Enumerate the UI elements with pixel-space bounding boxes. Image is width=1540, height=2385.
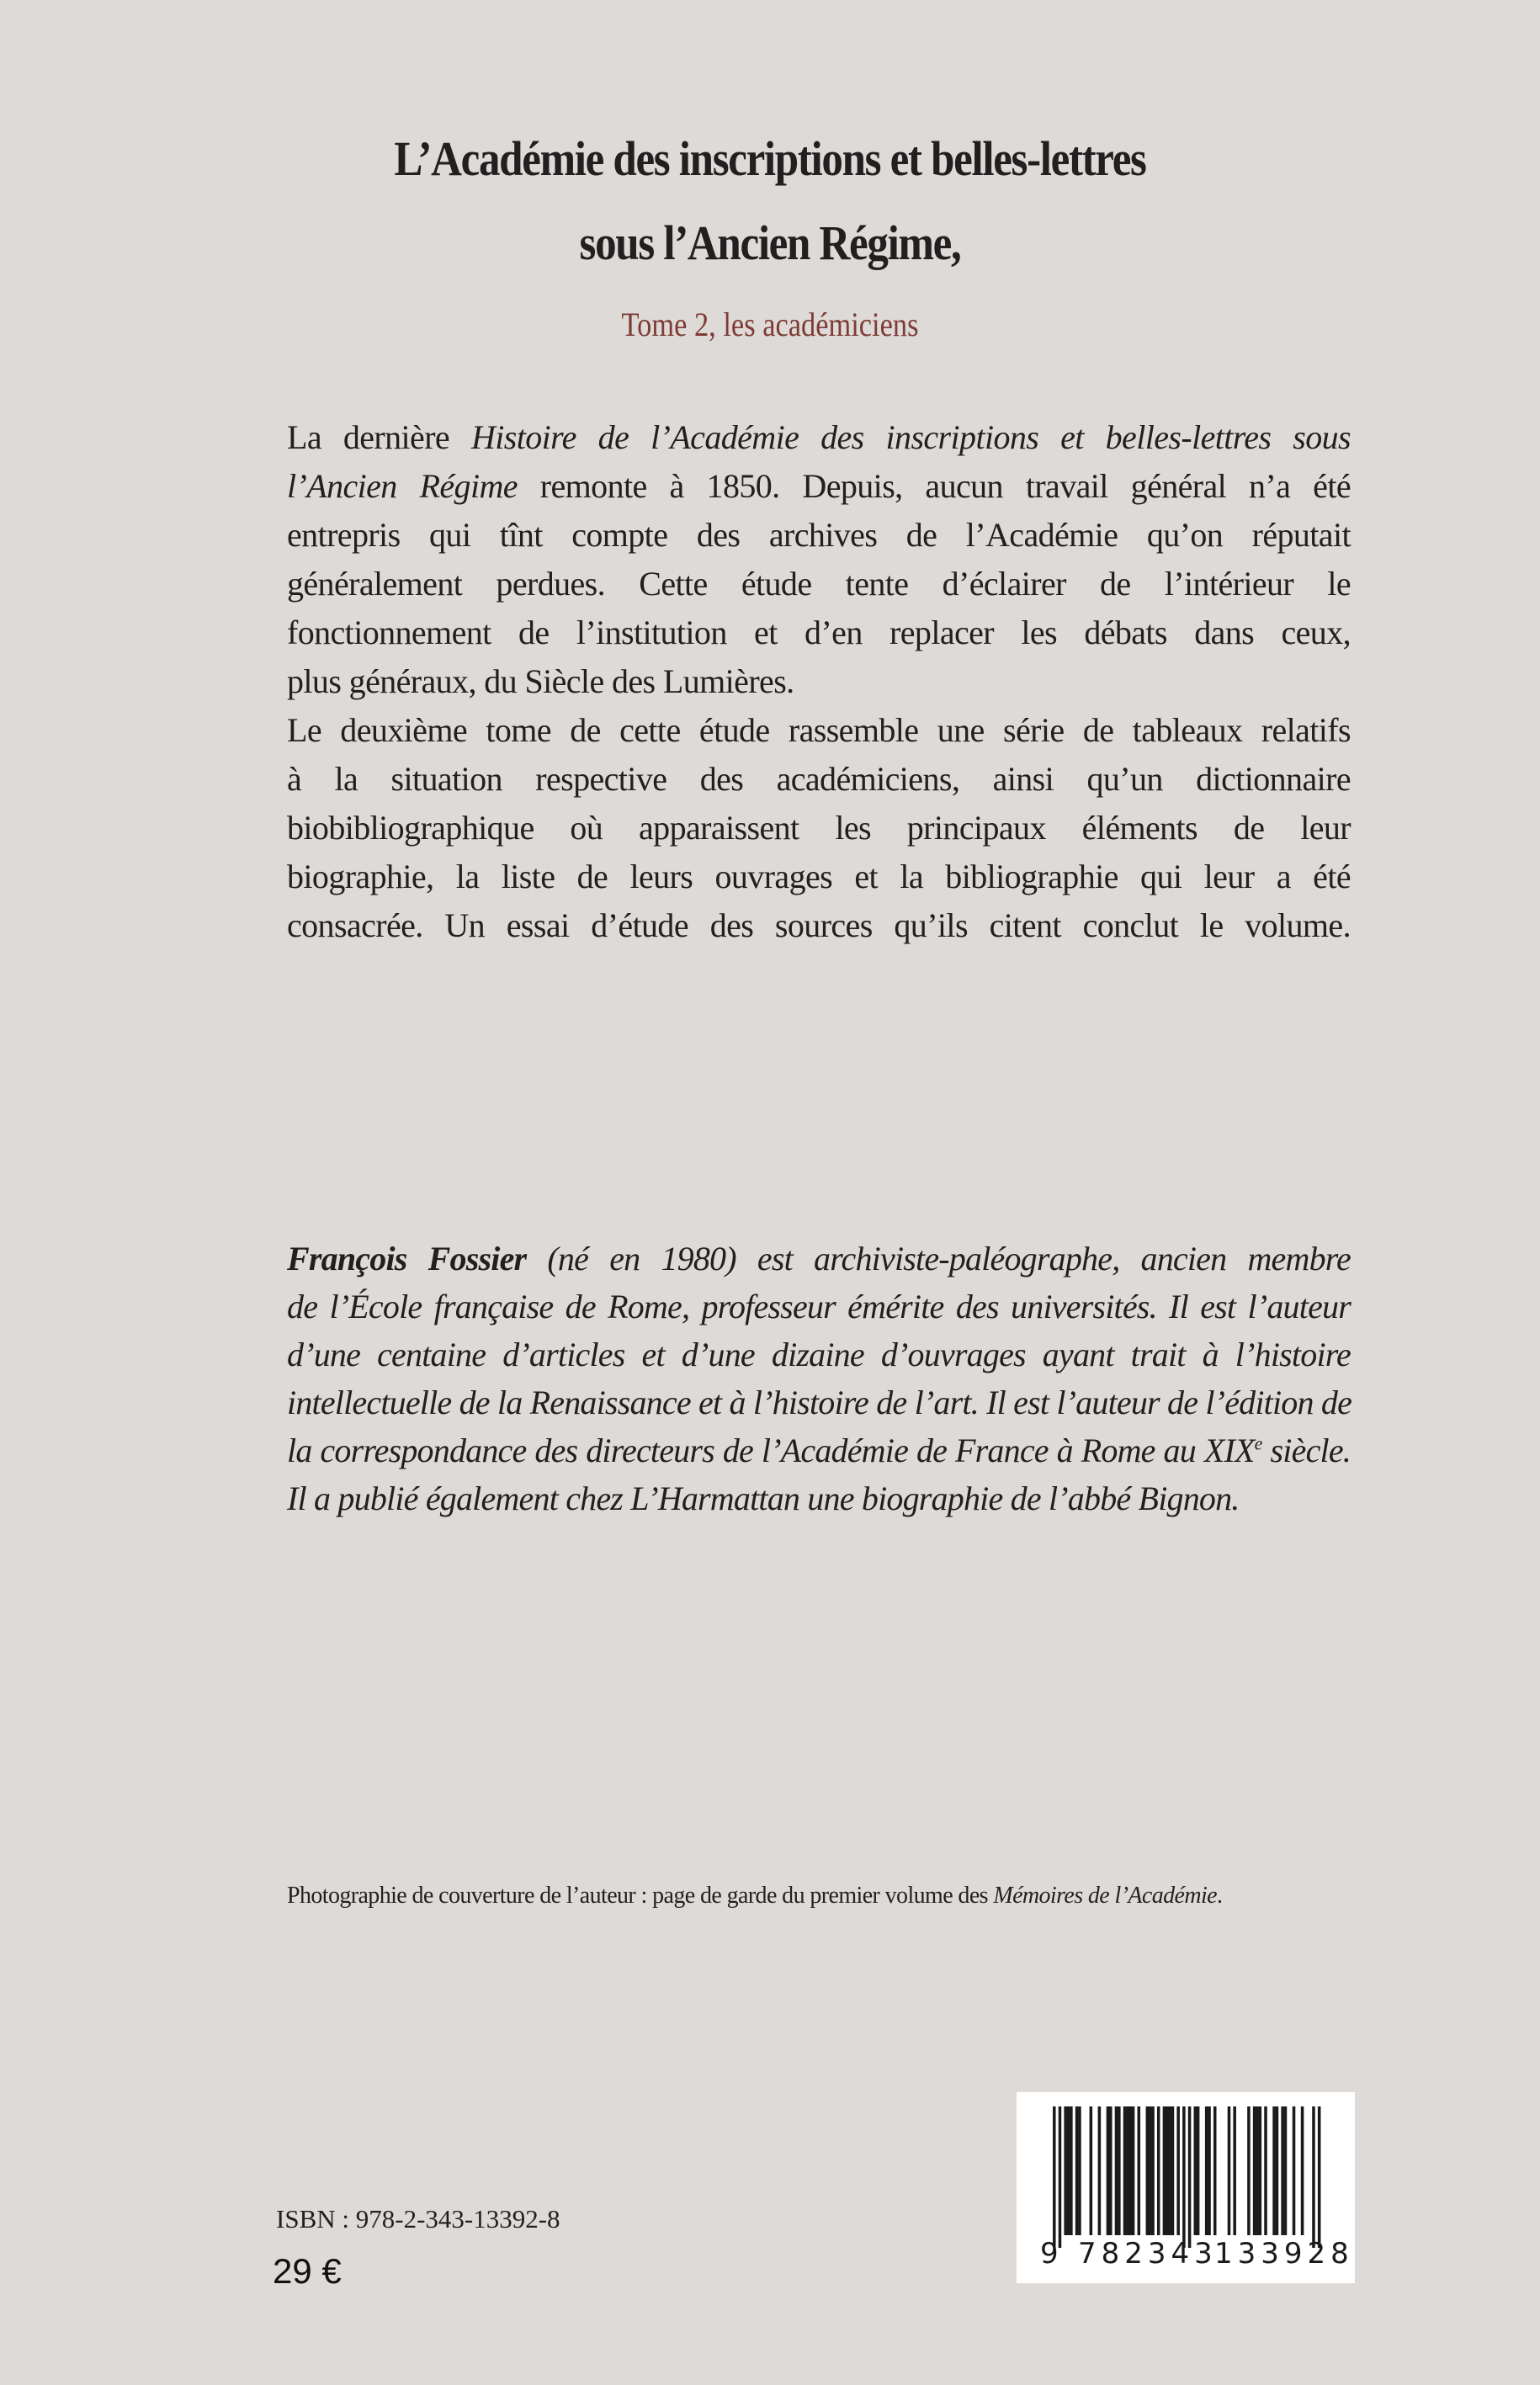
text-segment: siècle. (1261, 1432, 1351, 1469)
text-segment: e (1254, 1432, 1262, 1454)
text-segment: (né en 1980) est archiviste-paléographe, ancien membre (526, 1240, 1351, 1277)
text-segment: plus généraux, du Siècle des Lumières. (287, 662, 794, 700)
subtitle: Tome 2, les académiciens (621, 305, 919, 343)
caption-suffix: . (1217, 1883, 1223, 1909)
text-line (287, 567, 1351, 601)
text-segment: Le deuxième tome de cette étude rassemble une série de tableaux relatifs (287, 711, 1351, 749)
text-line (287, 762, 1351, 796)
text-segment: de l’École française de Rome, professeur émérite des universités. Il est l’auteur (287, 1288, 1351, 1325)
text-segment: à la situation respective des académiciens, ainsi qu’un dictionnaire (287, 760, 1351, 798)
barcode-left-group: 782343 (1078, 2237, 1218, 2271)
text-segment: remonte à 1850. Depuis, aucun travail général n’a été (517, 467, 1351, 505)
caption-italic-title: Mémoires de l’Académie (993, 1883, 1218, 1909)
text-line (287, 518, 1351, 552)
text-line (287, 418, 1351, 456)
text-line (287, 711, 1351, 749)
text-line (287, 906, 1351, 944)
text-line (287, 811, 1351, 845)
cover-photo-caption (287, 1884, 1222, 1908)
text-line (287, 1242, 1351, 1276)
title-line-1: L’Académie des inscriptions et belles-lettres (394, 131, 1146, 186)
price-label: 29 € (273, 2251, 342, 2291)
text-segment: François Fossier (287, 1240, 527, 1277)
text-line (287, 467, 1351, 505)
text-segment: d’une centaine d’articles et d’une dizaine d’ouvrages ayant trait à l’histoire (287, 1336, 1351, 1373)
text-line (287, 662, 1351, 700)
text-segment: biographie, la liste de leurs ouvrages et la bibliographie qui leur a été (287, 858, 1351, 895)
text-line (287, 860, 1351, 894)
barcode (1017, 2092, 1355, 2283)
barcode-first-digit: 9 (1040, 2237, 1059, 2271)
barcode-digits (1017, 2092, 1355, 2283)
caption-prefix: Photographie de couverture de l’auteur : page de garde du premier volume des (287, 1883, 994, 1909)
text-segment: Il a publié également chez L’Harmattan une biographie de l’abbé Bignon. (287, 1479, 1240, 1517)
isbn-label: ISBN : 978-2-343-13392-8 (276, 2204, 560, 2234)
text-segment: La dernière (287, 418, 471, 456)
text-segment: la correspondance des directeurs de l’Académie de France à Rome au XIX (287, 1432, 1255, 1469)
text-segment: Histoire de l’Académie des inscriptions et belles-lettres sous (470, 418, 1351, 456)
text-segment: consacrée. Un essai d’étude des sources qu’ils citent conclut le volume. (287, 906, 1351, 944)
text-line (287, 1434, 1351, 1468)
text-segment: fonctionnement de l’institution et d’en replacer les débats dans ceux, (287, 614, 1351, 651)
barcode-right-group: 133928 (1214, 2237, 1354, 2271)
text-line (287, 1386, 1351, 1420)
text-segment: généralement perdues. Cette étude tente d’éclairer de l’intérieur le (287, 565, 1351, 603)
text-segment: biobibliographique où apparaissent les principaux éléments de leur (287, 809, 1351, 847)
text-segment: entrepris qui tînt compte des archives de l’Académie qu’on réputait (287, 516, 1351, 554)
text-line (287, 1338, 1351, 1372)
title-line-2: sous l’Ancien Régime, (579, 215, 961, 270)
text-line (287, 1479, 1351, 1517)
text-line (287, 1290, 1351, 1324)
text-line (287, 616, 1351, 650)
text-segment: l’Ancien Régime (287, 467, 518, 505)
text-segment: intellectuelle de la Renaissance et à l’histoire de l’art. Il est l’auteur de l’édition de (287, 1384, 1352, 1421)
